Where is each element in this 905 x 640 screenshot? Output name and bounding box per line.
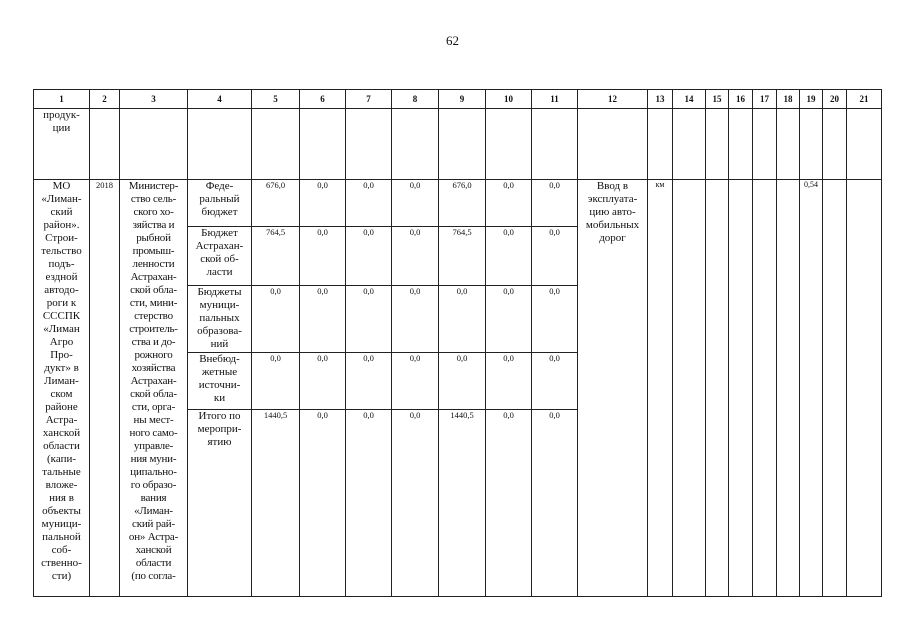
column-number: 20	[823, 90, 847, 109]
year-cell: 2018	[90, 180, 120, 597]
page-number: 62	[446, 33, 459, 48]
value-cell: 0,0	[486, 410, 532, 597]
value-cell: 0,0	[532, 286, 578, 353]
value-cell: 0,0	[300, 286, 346, 353]
column-number: 19	[800, 90, 823, 109]
funding-source-label: Бюджет Астрахан- ской об- ласти	[188, 227, 252, 286]
column-number: 17	[753, 90, 777, 109]
column-number: 13	[648, 90, 673, 109]
column-number: 21	[847, 90, 882, 109]
value-cell: 0,0	[300, 353, 346, 410]
value-cell: 0,0	[346, 286, 392, 353]
value-cell: 0,0	[532, 227, 578, 286]
indicator-cell: Ввод в эксплуата- цию авто- мобильных дорог	[578, 180, 648, 597]
value-cell: 0,0	[346, 410, 392, 597]
source-row	[34, 180, 882, 227]
value-cell: 0,0	[300, 180, 346, 227]
funding-source-label: Внебюд- жетные источни- ки	[188, 353, 252, 410]
value-cell: 0,0	[486, 353, 532, 410]
column-number: 18	[777, 90, 800, 109]
column-number: 16	[729, 90, 753, 109]
value-cell: 0,0	[439, 286, 486, 353]
value-cell: 0,0	[252, 286, 300, 353]
value-cell: 676,0	[252, 180, 300, 227]
object-name: МО «Лиман- ский район». Строи- тельство подъ- ездной автодо- роги к СССПК «Лиман Агро Про- дукт» в Лиман- ском районе Астра- ханской области (капи- тальные вложе- ния в объекты муници- пальной соб- ственно- сти)	[34, 180, 90, 597]
value-cell: 0,0	[346, 227, 392, 286]
column-number: 4	[188, 90, 252, 109]
value-cell: 0,0	[300, 410, 346, 597]
value-cell: 0,0	[392, 180, 439, 227]
value-cell: 676,0	[439, 180, 486, 227]
column-number: 1	[34, 90, 90, 109]
value-cell: 1440,5	[252, 410, 300, 597]
column-number: 10	[486, 90, 532, 109]
column-number: 8	[392, 90, 439, 109]
program-table	[33, 89, 882, 597]
column-number: 2	[90, 90, 120, 109]
column-number: 9	[439, 90, 486, 109]
column-number: 3	[120, 90, 188, 109]
value-cell: 0,0	[392, 286, 439, 353]
column-number: 15	[706, 90, 729, 109]
value-cell: 0,0	[252, 353, 300, 410]
value-cell: 0,0	[346, 180, 392, 227]
value-cell: 1440,5	[439, 410, 486, 597]
column-number: 5	[252, 90, 300, 109]
value-cell: 0,0	[486, 286, 532, 353]
continued-object-name: продук- ции	[34, 109, 90, 180]
value-cell: 0,0	[300, 227, 346, 286]
value-cell: 0,0	[532, 410, 578, 597]
value-cell: 0,0	[346, 353, 392, 410]
funding-source-label: Бюджеты муници- пальных образова- ний	[188, 286, 252, 353]
column-number: 6	[300, 90, 346, 109]
value-cell: 764,5	[439, 227, 486, 286]
column-number-row	[34, 90, 882, 109]
column-number: 7	[346, 90, 392, 109]
value-cell: 0,0	[439, 353, 486, 410]
value-cell: 0,0	[486, 180, 532, 227]
value-cell: 0,0	[532, 353, 578, 410]
column-number: 14	[673, 90, 706, 109]
value-cell: 764,5	[252, 227, 300, 286]
value-cell: 0,0	[392, 410, 439, 597]
unit-cell: км	[648, 180, 673, 597]
value-cell: 0,0	[486, 227, 532, 286]
continuation-row	[34, 109, 882, 180]
column-number: 12	[578, 90, 648, 109]
value-cell: 0,0	[392, 353, 439, 410]
funding-source-label: Итого по меропри- ятию	[188, 410, 252, 597]
value-cell: 0,0	[392, 227, 439, 286]
value-cell: 0,0	[532, 180, 578, 227]
column-number: 11	[532, 90, 578, 109]
funding-source-label: Феде- ральный бюджет	[188, 180, 252, 227]
target-value-cell: 0,54	[800, 180, 823, 597]
executor-cell: Министер- ство сель- ского хо- зяйства и рыбной промыш- ленности Астрахан- ской обла- сти, мини- стерство строитель- ства и до- рожного хозяйства Астрахан- ской обла- сти, орга- ны мест- ного само- управле- ния муни- ципально- го образо- вания «Лиман- ский рай- он» Астра- ханской области (по согла-	[120, 180, 188, 597]
